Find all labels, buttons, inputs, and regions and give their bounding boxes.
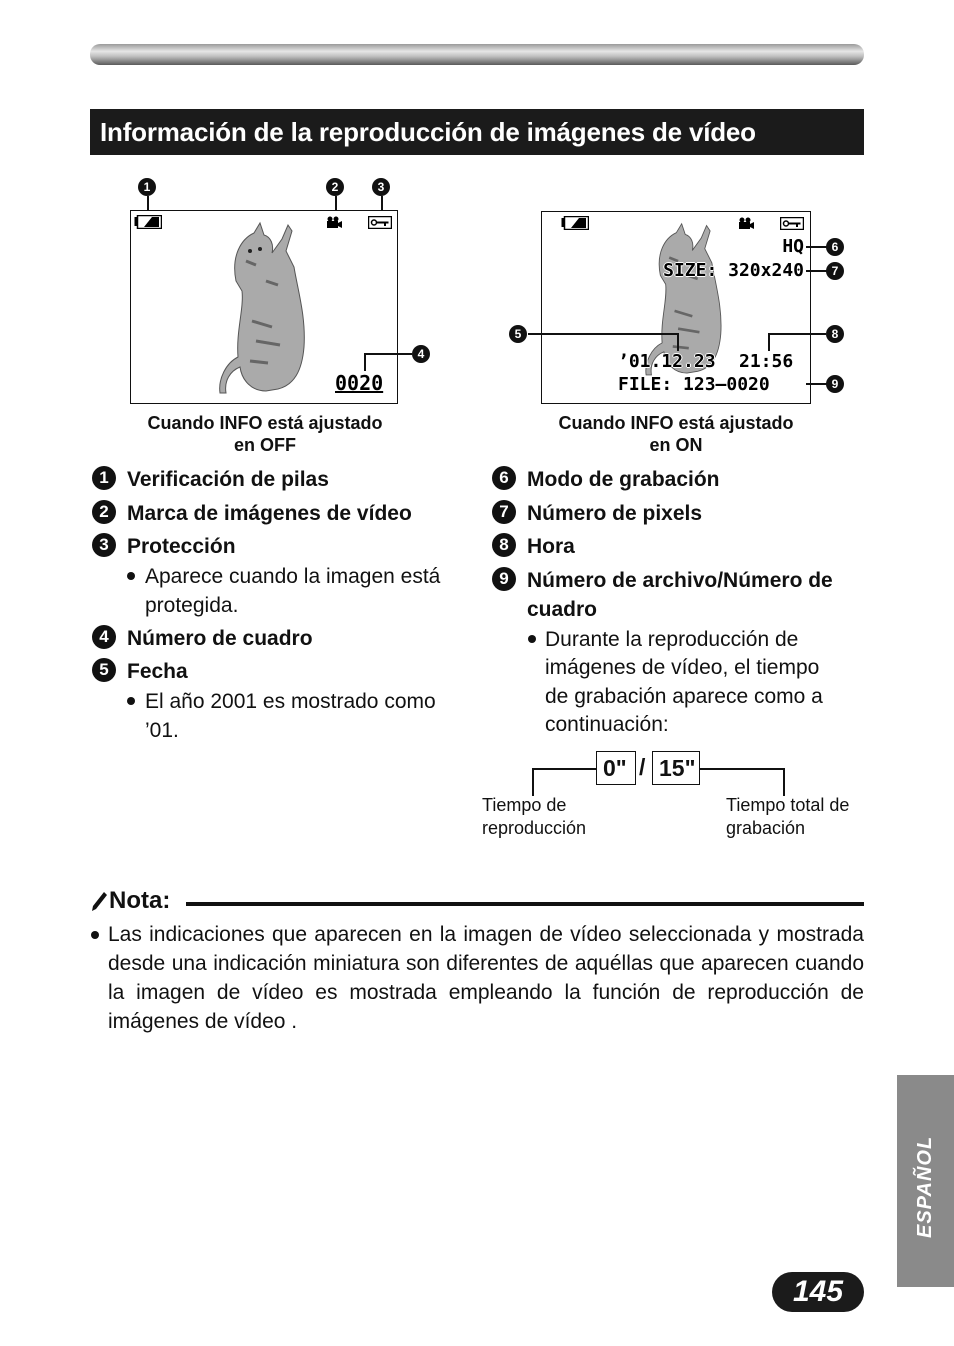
battery-icon bbox=[561, 216, 589, 230]
marker-6: 6 bbox=[826, 238, 844, 256]
elapsed-label bbox=[482, 794, 586, 840]
right-caption-line1: Cuando INFO está ajustado bbox=[558, 413, 794, 433]
section-title: Información de la reproducción de imágenes de vídeo bbox=[90, 109, 864, 155]
left-screen bbox=[130, 210, 398, 404]
date-display: ’01.12.23 bbox=[618, 351, 716, 372]
battery-icon bbox=[134, 215, 162, 229]
time-display: 21:56 bbox=[739, 351, 794, 372]
legend-num-3: 3 bbox=[92, 533, 116, 557]
total-label bbox=[726, 794, 849, 840]
legend-item-battery: Verificación de pilas bbox=[127, 468, 329, 491]
left-caption bbox=[130, 412, 400, 456]
note-rule bbox=[186, 902, 864, 906]
movie-icon bbox=[326, 216, 342, 229]
legend-num-9: 9 bbox=[492, 567, 516, 591]
page-number: 145 bbox=[772, 1272, 864, 1312]
marker-4: 4 bbox=[412, 345, 430, 363]
elapsed-label-1: Tiempo de bbox=[482, 795, 567, 815]
legend-item-protection: Protección bbox=[127, 535, 236, 558]
language-label: ESPAÑOL bbox=[914, 1135, 936, 1238]
legend-num-8: 8 bbox=[492, 533, 516, 557]
movie-icon bbox=[738, 217, 754, 230]
top-decorative-bar bbox=[90, 44, 864, 65]
bullet bbox=[127, 697, 135, 705]
file-note-4: continuación: bbox=[545, 713, 669, 736]
frame-number: 0020 bbox=[335, 371, 384, 395]
legend-num-2: 2 bbox=[92, 500, 116, 524]
time-separator: / bbox=[639, 754, 646, 780]
date-note-1: El año 2001 es mostrado como bbox=[145, 690, 436, 713]
marker-7: 7 bbox=[826, 262, 844, 280]
legend-num-4: 4 bbox=[92, 625, 116, 649]
marker-9: 9 bbox=[826, 375, 844, 393]
image-size: SIZE: 320x240 bbox=[663, 260, 804, 281]
marker-1: 1 bbox=[138, 178, 156, 196]
pencil-icon bbox=[90, 891, 108, 913]
protection-note-2: protegida. bbox=[145, 594, 239, 617]
file-note-1: Durante la reproducción de bbox=[545, 628, 799, 651]
legend-item-date: Fecha bbox=[127, 660, 188, 683]
bullet bbox=[127, 572, 135, 580]
bullet bbox=[528, 635, 536, 643]
legend-item-file-number: Número de archivo/Número de bbox=[527, 569, 833, 592]
date-note-2: ’01. bbox=[145, 719, 179, 742]
total-label-2: grabación bbox=[726, 818, 806, 838]
total-time-box: 15" bbox=[652, 751, 700, 785]
legend-item-file-number-2: cuadro bbox=[527, 598, 598, 621]
legend-num-5: 5 bbox=[92, 658, 116, 682]
file-number: FILE: 123–0020 bbox=[618, 374, 770, 395]
legend-item-pixels: Número de pixels bbox=[527, 502, 703, 525]
file-note-2: imágenes de vídeo, el tiempo bbox=[545, 656, 820, 679]
elapsed-time-box: 0" bbox=[596, 751, 636, 785]
legend-num-7: 7 bbox=[492, 500, 516, 524]
key-protect-icon bbox=[368, 216, 392, 229]
marker-2: 2 bbox=[326, 178, 344, 196]
marker-8: 8 bbox=[826, 325, 844, 343]
marker-5: 5 bbox=[509, 325, 527, 343]
legend-item-movie-mark: Marca de imágenes de vídeo bbox=[127, 502, 412, 525]
protection-note-1: Aparece cuando la imagen está bbox=[145, 565, 441, 588]
key-protect-icon bbox=[780, 217, 804, 230]
note-label: Nota: bbox=[109, 887, 171, 914]
file-note-3: de grabación aparece como a bbox=[545, 685, 823, 708]
legend-item-frame-number: Número de cuadro bbox=[127, 627, 313, 650]
total-label-1: Tiempo total de bbox=[726, 795, 850, 815]
cat-photo bbox=[216, 221, 316, 401]
right-caption bbox=[540, 412, 812, 456]
bullet bbox=[91, 931, 99, 939]
left-caption-line2: en OFF bbox=[234, 435, 296, 455]
note-text: Las indicaciones que aparecen en la imagen de vídeo seleccionada y mostrada desde una indicación miniatura son diferentes de aquéllas que aparecen cuando la imagen de vídeo es mostrada empleando la función de reproducción de imágenes de vídeo . bbox=[108, 923, 864, 1033]
elapsed-label-2: reproducción bbox=[482, 818, 587, 838]
legend-num-1: 1 bbox=[92, 466, 116, 490]
legend-num-6: 6 bbox=[492, 466, 516, 490]
right-screen bbox=[541, 211, 811, 404]
record-mode: HQ bbox=[782, 236, 804, 257]
legend-item-record-mode: Modo de grabación bbox=[527, 468, 720, 491]
legend-item-time: Hora bbox=[527, 535, 575, 558]
right-caption-line2: en ON bbox=[649, 435, 703, 455]
marker-3: 3 bbox=[372, 178, 390, 196]
left-caption-line1: Cuando INFO está ajustado bbox=[147, 413, 383, 433]
